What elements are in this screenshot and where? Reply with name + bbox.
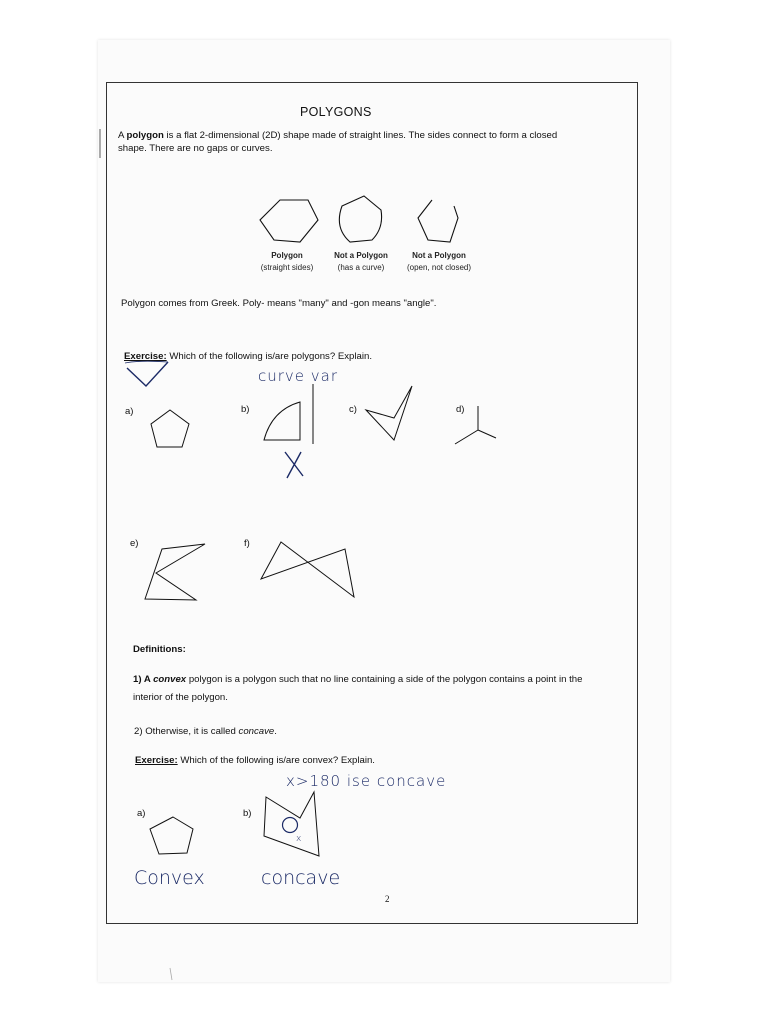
example-polygon-shape bbox=[260, 200, 318, 242]
shape-d-lines bbox=[455, 406, 496, 444]
handwritten-answer-concave: concave bbox=[261, 867, 341, 889]
definition-2-post: . bbox=[274, 726, 277, 737]
convex-option-a-label: a) bbox=[137, 808, 146, 819]
handwritten-angle-circle bbox=[283, 818, 298, 833]
caption-open-name: Not a Polygon bbox=[412, 251, 466, 260]
shape-e-crossed bbox=[145, 544, 205, 600]
option-c-label: c) bbox=[349, 404, 357, 415]
shape-b-curved bbox=[264, 384, 313, 444]
handwritten-answer-convex: Convex bbox=[134, 867, 205, 889]
handwritten-angle-mark: x bbox=[296, 834, 302, 844]
exercise2-label: Exercise: bbox=[135, 755, 178, 766]
intro-term: polygon bbox=[126, 130, 164, 141]
definition-1-text: polygon is a polygon such that no line containing a side of the polygon contains a point in the bbox=[186, 674, 583, 685]
definition-2-term: concave bbox=[238, 726, 275, 737]
definition-1-number: 1) A bbox=[133, 674, 154, 685]
handwritten-angle-note: x>180 ise concave bbox=[286, 772, 447, 790]
caption-curve-name: Not a Polygon bbox=[334, 251, 388, 260]
shape-a-pentagon bbox=[151, 410, 189, 447]
paper-crease bbox=[170, 968, 172, 980]
intro-line2: shape. There are no gaps or curves. bbox=[118, 142, 273, 154]
definitions-heading-text: Definitions: bbox=[133, 644, 186, 655]
caption-polygon-name: Polygon bbox=[271, 251, 303, 260]
handwritten-underline-exercise bbox=[125, 361, 168, 363]
definition-1-term: convex bbox=[153, 674, 187, 685]
intro-pre: A bbox=[118, 130, 127, 141]
shape-f-bowtie bbox=[261, 542, 354, 597]
caption-open-note: (open, not closed) bbox=[406, 262, 472, 272]
example-open-shape bbox=[418, 200, 458, 242]
convex-shape-a bbox=[150, 817, 193, 854]
exercise2-question: Which of the following is/are convex? Explain. bbox=[177, 755, 375, 766]
option-e-label: e) bbox=[130, 538, 139, 549]
handwritten-checkmark bbox=[127, 362, 168, 386]
option-a-label: a) bbox=[125, 406, 134, 417]
caption-curve-note: (has a curve) bbox=[337, 262, 385, 272]
concave-shape-b bbox=[264, 792, 319, 856]
page-number: 2 bbox=[385, 894, 390, 904]
option-b-label: b) bbox=[241, 404, 250, 415]
etymology-text: Polygon comes from Greek. Poly- means "many" and -gon means "angle". bbox=[121, 298, 437, 309]
intro-line1: is a flat 2-dimensional (2D) shape made of straight lines. The sides connect to form a closed bbox=[163, 130, 558, 141]
convex-option-b-label: b) bbox=[243, 808, 252, 819]
definition-2-pre: 2) Otherwise, it is called bbox=[134, 726, 239, 737]
caption-polygon-note: (straight sides) bbox=[260, 262, 314, 272]
example-curved-shape bbox=[339, 196, 381, 242]
exercise1-question: Which of the following is/are polygons? Explain. bbox=[166, 351, 372, 362]
option-d-label: d) bbox=[456, 404, 465, 415]
page-title: POLYGONS bbox=[300, 105, 372, 119]
option-f-label: f) bbox=[244, 538, 250, 549]
shape-c-arrow bbox=[366, 386, 412, 440]
exercise1-label: Exercise: bbox=[124, 351, 167, 362]
handwritten-curve-note: curve var bbox=[258, 367, 339, 385]
handwritten-cross-mark bbox=[285, 452, 303, 478]
definition-1-line2: interior of the polygon. bbox=[133, 692, 228, 704]
